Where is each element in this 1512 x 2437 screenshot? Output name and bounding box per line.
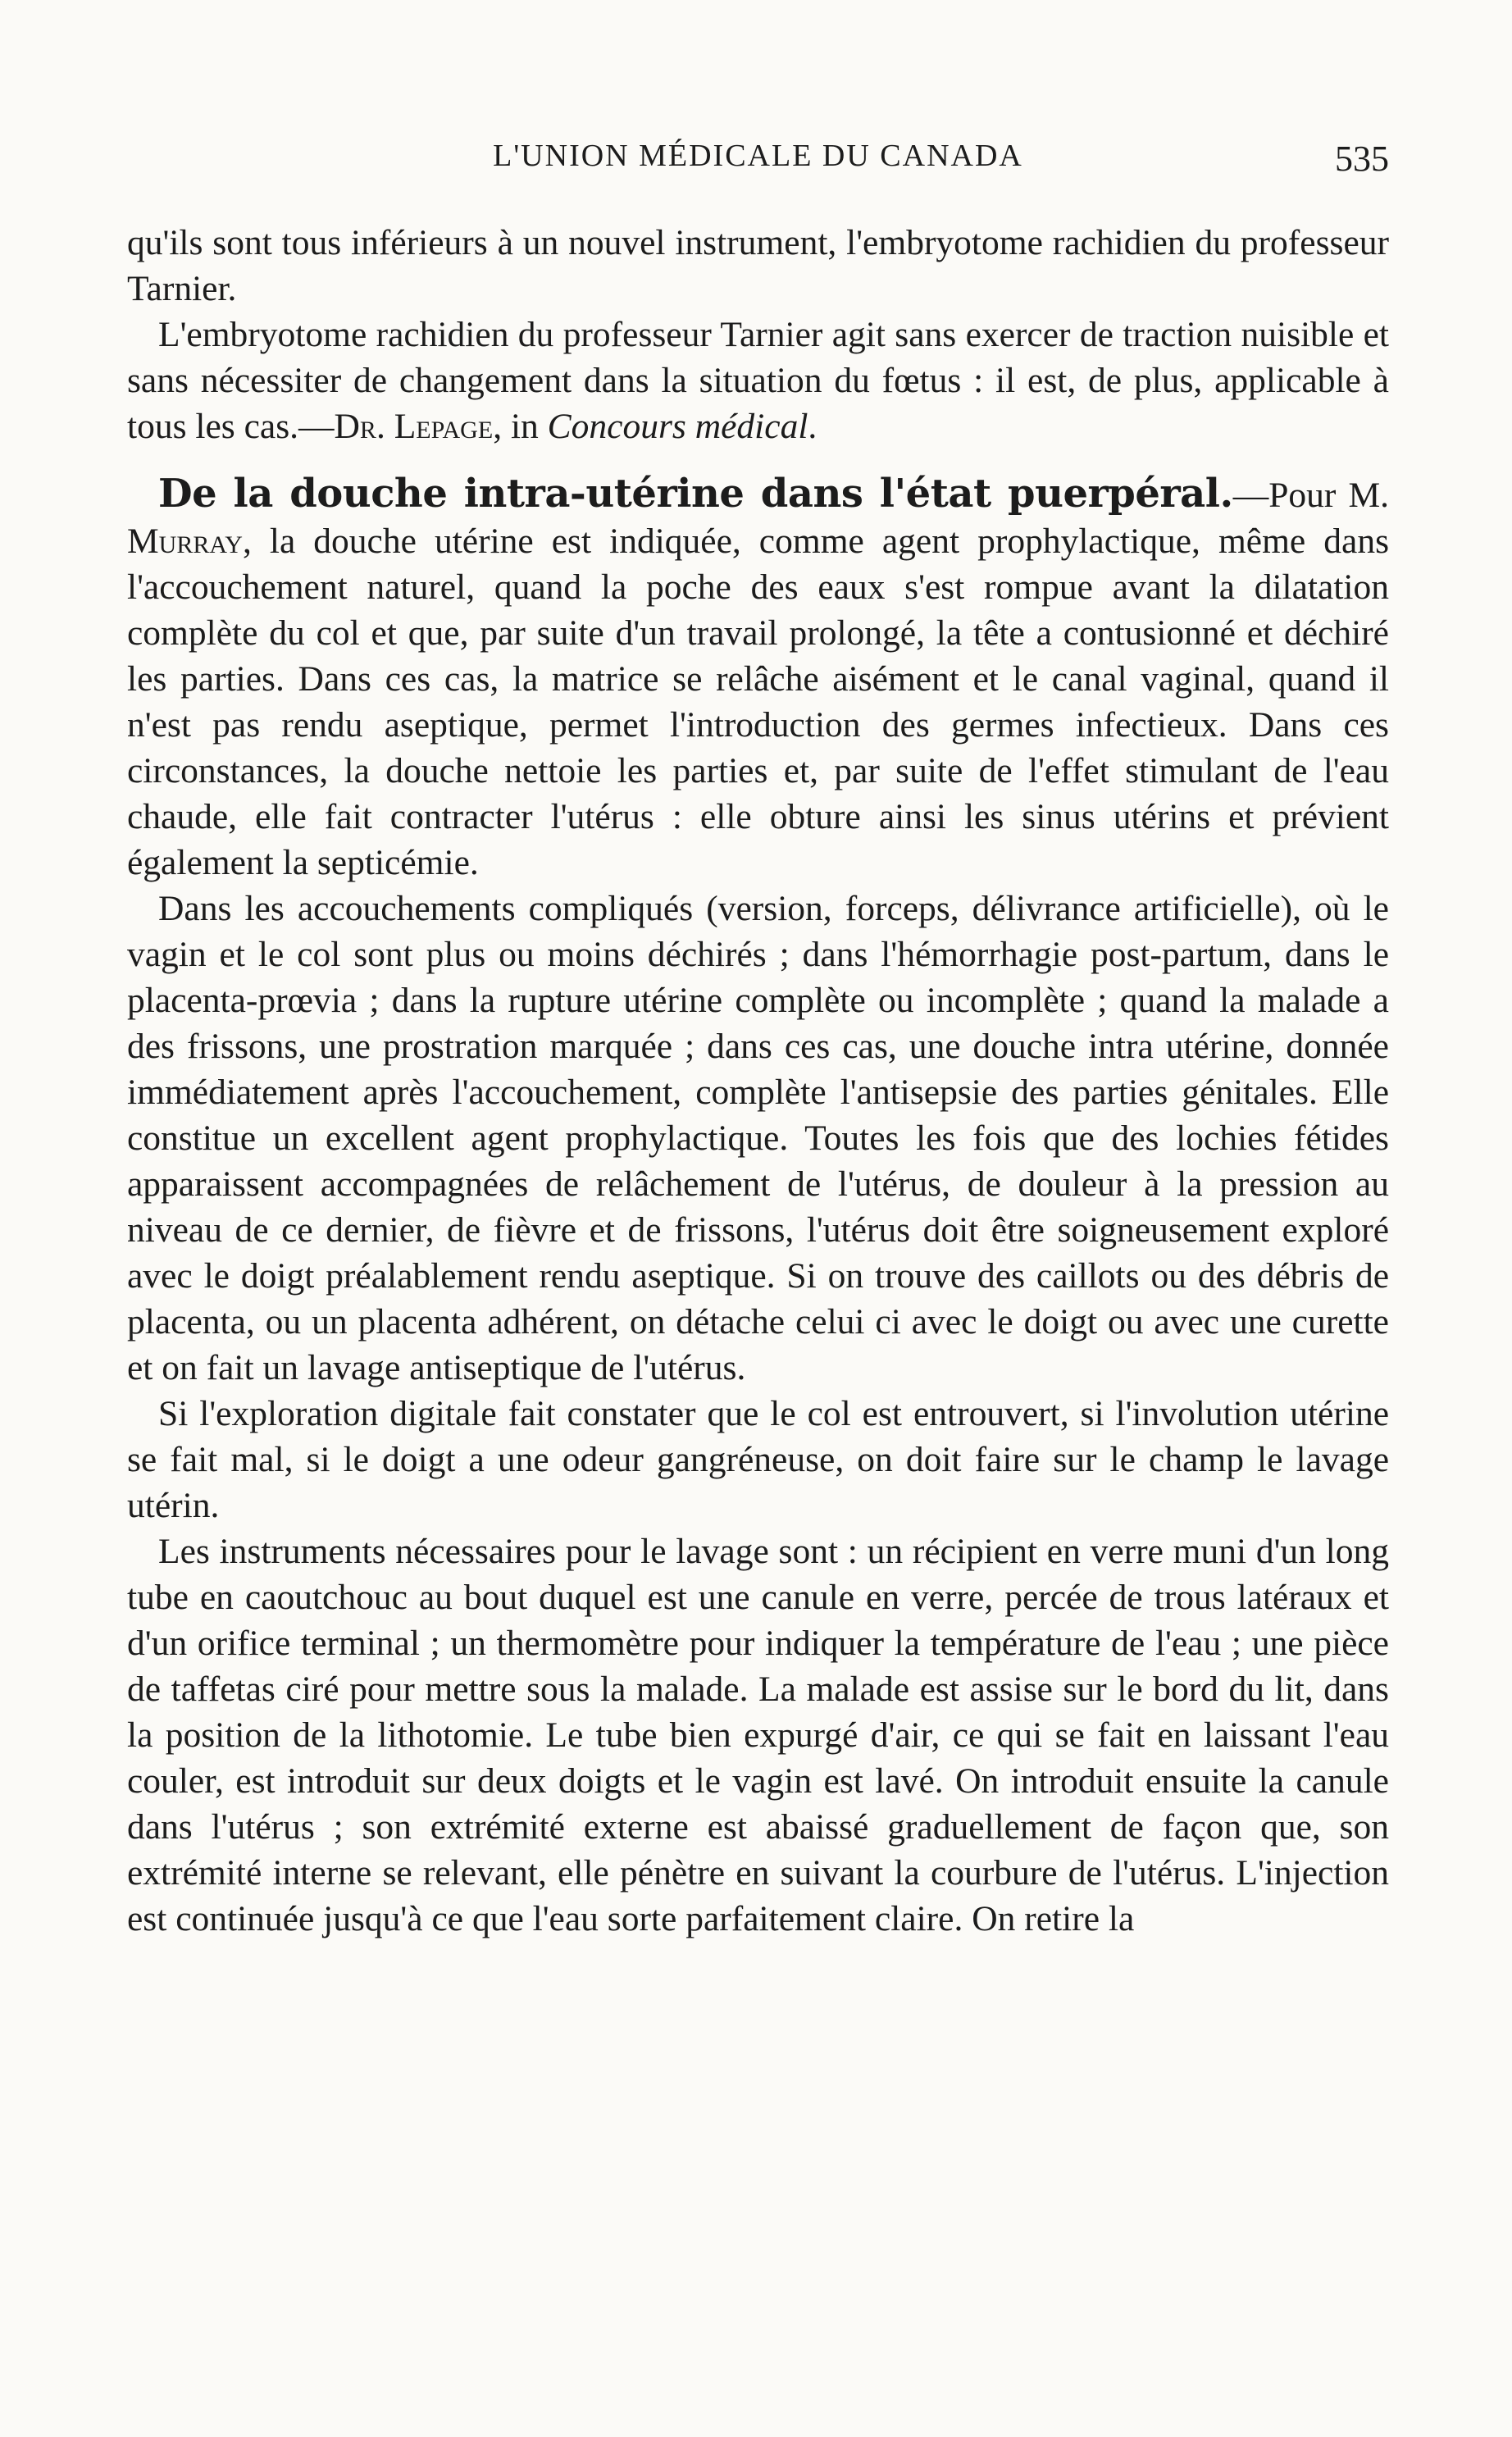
paragraph-1	[127, 220, 1389, 312]
paragraph-6	[127, 1528, 1389, 1942]
section-paragraph	[127, 471, 1389, 886]
running-title: L'UNION MÉDICALE DU CANADA	[493, 139, 1023, 173]
section-author: Murray	[127, 522, 243, 561]
article-body	[127, 220, 1389, 1942]
page-header	[127, 138, 1389, 187]
citation-separator: , in	[493, 407, 548, 446]
paragraph-5	[127, 1391, 1389, 1528]
paragraph-6-text: Les instruments nécessaires pour le lavage sont : un récipient en verre muni d'un long tube en caoutchouc au bout duquel est une canule en verre, percée de trous latéraux et d'un orifice terminal ; un thermomètre pour indiquer la température de l'eau ; une pièce de taffetas ciré pour mettre sous la malade. La malade est assise sur le bord du lit, dans la position de la lithotomie. Le tube bien expurgé d'air, ce qui se fait en laissant l'eau couler, est introduit sur deux doigts et le vagin est lavé. On introduit ensuite la canule dans l'utérus ; son extrémité externe est abaissé graduellement de façon que, son extrémité interne se relevant, elle pénètre en suivant la courbure de l'utérus. L'injection est continuée jusqu'à ce que l'eau sorte parfaitement claire. On retire la	[127, 1532, 1389, 1938]
section-text: , la douche utérine est indiquée, comme agent prophylactique, même dans l'accouchement naturel, quand la poche des eaux s'est rompue avant la dilatation complète du col et que, par suite d'un travail prolongé, la tête a contusionné et déchiré les parties. Dans ces cas, la matrice se relâche aisément et le canal vaginal, quand il n'est pas rendu aseptique, permet l'introduction des germes infectieux. Dans ces circonstances, la douche nettoie les parties et, par suite de l'effet stimulant de l'eau chaude, elle fait contracter l'utérus : elle obture ainsi les sinus utérins et prévient également la septicémie.	[127, 522, 1389, 882]
citation-end: .	[808, 407, 817, 446]
paragraph-2	[127, 312, 1389, 449]
section-title: De la douche intra-utérine dans l'état puerpéral.	[158, 471, 1233, 517]
paragraph-4-text: Dans les accouchements compliqués (version, forceps, délivrance artificielle), où le vagin et le col sont plus ou moins déchirés ; dans l'hémorrhagie post-partum, dans le placenta-prœvia ; dans la rupture utérine complète ou incomplète ; quand la malade a des frissons, une prostration marquée ; dans ces cas, une douche intra utérine, donnée immédiatement après l'accouchement, complète l'antisepsie des parties génitales. Elle constitue un excellent agent prophylactique. Toutes les fois que des lochies fétides apparaissent accompagnées de relâchement de l'utérus, de douleur à la pression au niveau de ce dernier, de fièvre et de frissons, l'utérus doit être soigneusement exploré avec le doigt préalablement rendu aseptique. Si on trouve des caillots ou des débris de placenta, ou un placenta adhérent, on détache celui ci avec le doigt ou avec une curette et on fait un lavage antiseptique de l'utérus.	[127, 889, 1389, 1387]
paragraph-4	[127, 886, 1389, 1391]
paragraph-5-text: Si l'exploration digitale fait constater que le col est entrouvert, si l'involution utérine se fait mal, si le doigt a une odeur gangréneuse, on doit faire sur le champ le lavage utérin.	[127, 1394, 1389, 1525]
section-pre: —Pour M.	[1232, 476, 1389, 515]
page-number: 535	[1335, 139, 1389, 179]
citation-source: Concours médical	[547, 407, 808, 446]
paragraph-1-text: qu'ils sont tous inférieurs à un nouvel instrument, l'embryotome rachidien du professeur Tarnier.	[127, 223, 1389, 308]
citation-author: Dr. Lepage	[334, 407, 494, 446]
paragraph-2-text: L'embryotome rachidien du professeur Tarnier agit sans exercer de traction nuisible et sans nécessiter de changement dans la situation du fœtus : il est, de plus, applicable à tous les cas.—	[127, 315, 1389, 446]
